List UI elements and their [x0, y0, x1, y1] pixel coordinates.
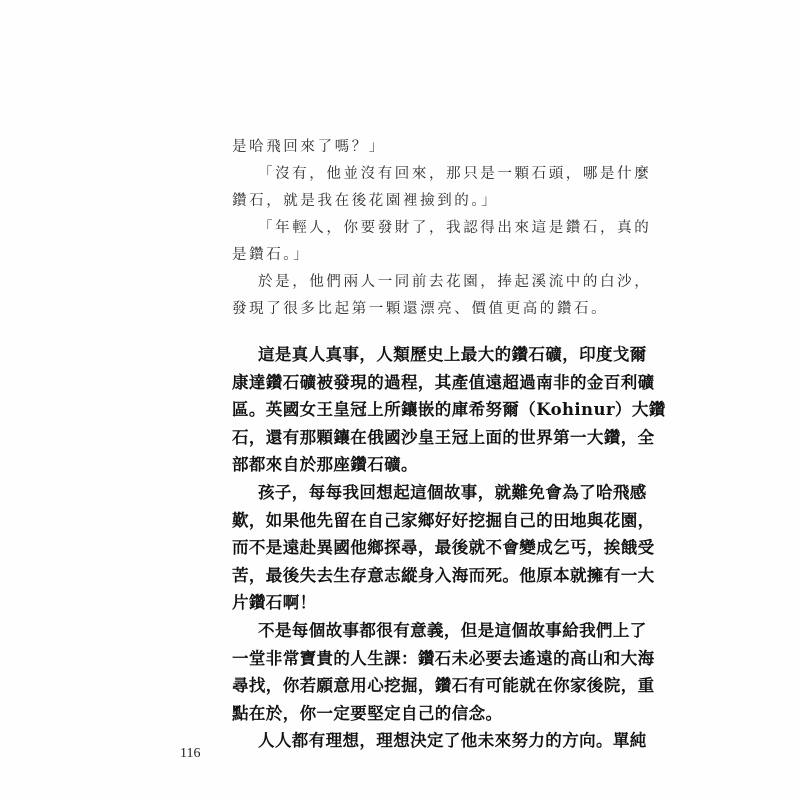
body-line: 這是真人真事，人類歷史上最大的鑽石礦，印度戈爾: [258, 345, 647, 364]
body-line: 區。英國女王皇冠上所鑲嵌的庫希努爾（Kohinur）大鑽: [232, 400, 666, 420]
quote-line: 於是，他們兩人一同前去花園，捧起溪流中的白沙，: [258, 274, 652, 290]
body-line: 而不是遠赴異國他鄉探尋，最後就不會變成乞丐，挨餓受: [232, 538, 655, 558]
body-line: 康達鑽石礦被發現的過程，其產值遠超過南非的金百利礦: [232, 372, 655, 392]
quote-line: 是鑽石。」: [232, 247, 311, 263]
quote-line: 「沒有，他並沒有回來，那只是一顆石頭，哪是什麼: [258, 166, 652, 182]
body-line: 孩子，每每我回想起這個故事，就難免會為了哈飛感: [258, 482, 647, 502]
body-line: 點在於，你一定要堅定自己的信念。: [232, 703, 503, 723]
body-line: 歎，如果他先留在自己家鄉好好挖掘自己的田地與花園，: [232, 510, 655, 530]
body-text: [232, 341, 666, 755]
body-line: 人人都有理想，理想決定了他未來努力的方向。單純: [258, 731, 647, 751]
body-line: 片鑽石啊！: [232, 593, 317, 613]
body-line: 石，還有那顆鑲在俄國沙皇王冠上面的世界第一大鑽，全: [232, 427, 655, 447]
body-line: 不是每個故事都很有意義，但是這個故事給我們上了: [258, 620, 647, 640]
body-line: 部都來自於那座鑽石礦。: [232, 455, 418, 475]
quote-line: 是哈飛回來了嗎？」: [232, 139, 386, 155]
quote-line: 「年輕人，你要發財了，我認得出來這是鑽石，真的: [258, 220, 652, 236]
page-number: 116: [180, 746, 201, 761]
quote-line: 鑽石，就是我在後花園裡撿到的。」: [232, 193, 499, 209]
body-line: 苦，最後失去生存意志縱身入海而死。他原本就擁有一大: [232, 565, 655, 585]
body-line: 一堂非常寶貴的人生課：鑽石未必要去遙遠的高山和大海: [232, 648, 655, 668]
body-line: 尋找，你若願意用心挖掘，鑽石有可能就在你家後院，重: [232, 676, 655, 696]
story-quote-passage: [232, 134, 652, 323]
quote-line: 發現了很多比起第一顆還漂亮、價值更高的鑽石。: [232, 301, 609, 317]
